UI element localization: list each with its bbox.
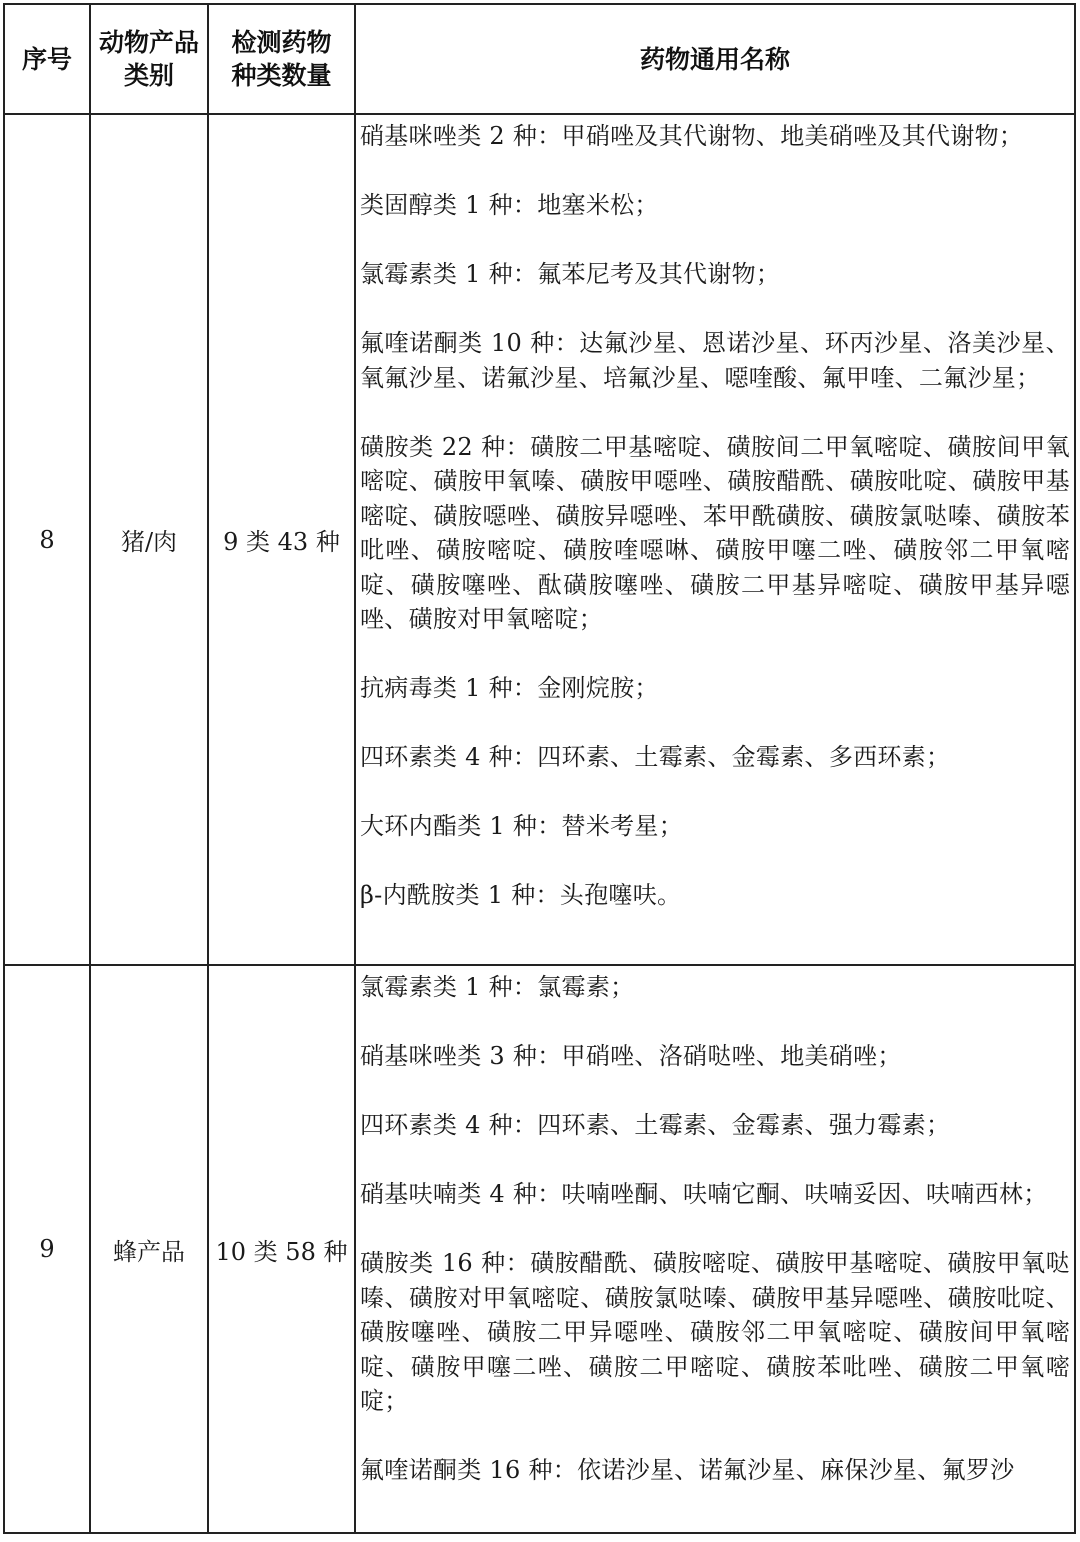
drug-class-entry: β-内酰胺类 1 种：头孢噻呋。 <box>360 881 682 909</box>
header-drug-names: 药物通用名称 <box>355 4 1075 114</box>
row-drug-names <box>355 965 1075 1533</box>
table-row <box>4 965 1075 1533</box>
drug-class-entry: 氯霉素类 1 种：氯霉素； <box>360 973 635 1001</box>
drug-class-entry: 抗病毒类 1 种：金刚烷胺； <box>360 674 659 702</box>
row-drug-count: 9 类 43 种 <box>208 114 355 965</box>
header-count-line2: 种类数量 <box>231 61 332 90</box>
drug-class-entry: 氟喹诺酮类 16 种：依诺沙星、诺氟沙星、麻保沙星、氟罗沙 <box>360 1456 1015 1484</box>
drug-class-entry: 四环素类 4 种：四环素、土霉素、金霉素、多西环素； <box>360 743 951 771</box>
drug-class-entry: 磺胺类 16 种：磺胺醋酰、磺胺嘧啶、磺胺甲基嘧啶、磺胺甲氧哒嗪、磺胺对甲氧嘧啶、磺胺氯哒嗪、磺胺甲基异噁唑、磺胺吡啶、磺胺噻唑、磺胺二甲异噁唑、磺胺邻二甲氧嘧啶、磺胺间甲氧嘧啶、磺胺甲噻二唑、磺胺二甲嘧啶、磺胺苯吡唑、磺胺二甲氧嘧啶； <box>360 1249 1070 1415</box>
header-seq: 序号 <box>4 4 90 114</box>
drug-class-entry: 硝基咪唑类 2 种：甲硝唑及其代谢物、地美硝唑及其代谢物； <box>360 122 1024 150</box>
header-category-line1: 动物产品 <box>98 28 199 57</box>
table-row <box>4 114 1075 965</box>
row-seq: 8 <box>4 114 90 965</box>
row-drug-count: 10 类 58 种 <box>208 965 355 1533</box>
header-category-line2: 类别 <box>123 61 174 90</box>
header-count-line1: 检测药物 <box>231 28 332 57</box>
drug-class-entry: 类固醇类 1 种：地塞米松； <box>360 191 659 219</box>
row-category: 猪/肉 <box>90 114 208 965</box>
header-drug-count <box>208 4 355 114</box>
row-category: 蜂产品 <box>90 965 208 1533</box>
row-seq: 9 <box>4 965 90 1533</box>
drug-class-entry: 氯霉素类 1 种：氟苯尼考及其代谢物； <box>360 260 781 288</box>
drug-class-entry: 大环内酯类 1 种：替米考星； <box>360 812 684 840</box>
drug-class-entry: 四环素类 4 种：四环素、土霉素、金霉素、强力霉素； <box>360 1111 951 1139</box>
table-header-row <box>4 4 1075 114</box>
header-category <box>90 4 208 114</box>
row-drug-names <box>355 114 1075 965</box>
drug-detection-table <box>3 3 1076 1534</box>
drug-class-entry: 磺胺类 22 种：磺胺二甲基嘧啶、磺胺间二甲氧嘧啶、磺胺间甲氧嘧啶、磺胺甲氧嗪、磺胺甲噁唑、磺胺醋酰、磺胺吡啶、磺胺甲基嘧啶、磺胺噁唑、磺胺异噁唑、苯甲酰磺胺、磺胺氯哒嗪、磺胺苯吡唑、磺胺嘧啶、磺胺喹噁啉、磺胺甲噻二唑、磺胺邻二甲氧嘧啶、磺胺噻唑、酞磺胺噻唑、磺胺二甲基异嘧啶、磺胺甲基异噁唑、磺胺对甲氧嘧啶； <box>360 432 1070 633</box>
drug-class-entry: 氟喹诺酮类 10 种：达氟沙星、恩诺沙星、环丙沙星、洛美沙星、氧氟沙星、诺氟沙星、培氟沙星、噁喹酸、氟甲喹、二氟沙星； <box>360 329 1070 392</box>
drug-class-entry: 硝基咪唑类 3 种：甲硝唑、洛硝哒唑、地美硝唑； <box>360 1042 902 1070</box>
drug-class-entry: 硝基呋喃类 4 种：呋喃唑酮、呋喃它酮、呋喃妥因、呋喃西林； <box>360 1180 1048 1208</box>
